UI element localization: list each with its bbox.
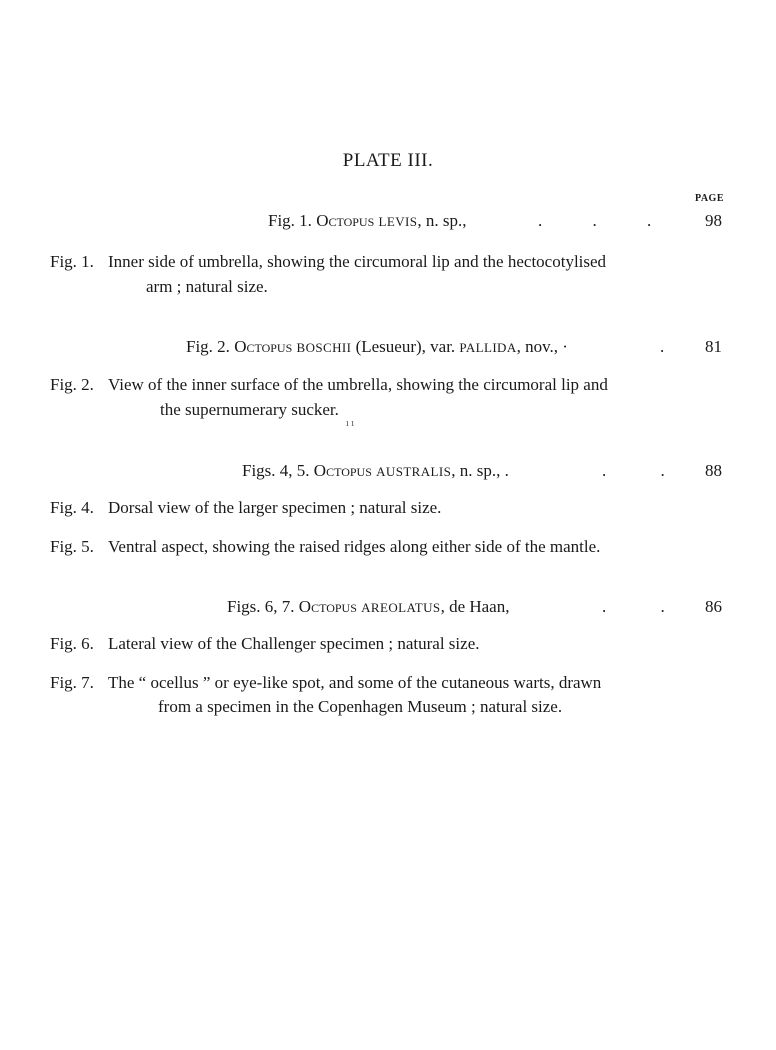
section1-leader-dots: . . . <box>538 211 652 230</box>
section4-leader-dots: . . <box>602 597 665 616</box>
section3-entry-2 <box>50 537 600 557</box>
section4-entry-2 <box>50 673 601 693</box>
section2-fig: Fig. 2. <box>186 337 230 356</box>
section4-heading <box>227 597 509 617</box>
section2-suffix: , nov., · <box>516 337 568 356</box>
entry-fig-label: Fig. 2. <box>50 375 94 394</box>
print-speck: ı ı <box>346 418 355 429</box>
section2-genus: Octopus <box>234 337 293 356</box>
entry-text: The “ ocellus ” or eye-like spot, and some of the cutaneous warts, drawn <box>108 673 602 692</box>
section3-entry-1 <box>50 498 441 518</box>
section4-entry-1 <box>50 634 480 654</box>
section1-page-number: 98 <box>705 211 722 230</box>
section2-middle: (Lesueur), var. <box>351 337 460 356</box>
section2-leader-dots: . <box>660 337 665 356</box>
section4-species: AREOLATUS <box>361 600 441 615</box>
section2-page-number: 81 <box>705 337 722 356</box>
section1-fig: Fig. 1. <box>268 211 312 230</box>
section3-page-number: 88 <box>705 461 722 480</box>
section1-species: LEVIS <box>378 214 418 229</box>
section1-entry-1-continued: arm ; natural size. <box>146 277 268 296</box>
entry-text: Inner side of umbrella, showing the circumoral lip and the hectocotylised <box>108 252 607 271</box>
entry-fig-label: Fig. 4. <box>50 498 94 517</box>
section4-genus: Octopus <box>298 597 357 616</box>
page-column-label: PAGE <box>694 193 724 204</box>
entry-fig-label: Fig. 7. <box>50 673 94 692</box>
section3-species: AUSTRALIS <box>376 464 452 479</box>
section1-entry-1 <box>50 252 606 272</box>
entry-fig-label: Fig. 1. <box>50 252 94 271</box>
section4-entry-2-continued: from a specimen in the Copenhagen Museum ; natural size. <box>158 697 563 716</box>
section1-suffix: , n. sp., <box>417 211 467 230</box>
section4-suffix: , de Haan, <box>440 597 510 616</box>
plate-title: PLATE III. <box>342 150 434 171</box>
section2-entry-1-continued: the supernumerary sucker. <box>160 400 339 419</box>
section1-genus: Octopus <box>316 211 375 230</box>
section4-fig: Figs. 6, 7. <box>227 597 295 616</box>
section2-species: BOSCHII <box>296 340 352 355</box>
entry-text: Dorsal view of the larger specimen ; natural size. <box>108 498 442 517</box>
section2-entry-1 <box>50 375 608 395</box>
entry-fig-label: Fig. 6. <box>50 634 94 653</box>
section4-page-number: 86 <box>705 597 722 616</box>
section3-fig: Figs. 4, 5. <box>242 461 310 480</box>
section2-variety: PALLIDA <box>459 340 517 355</box>
section3-heading <box>242 461 509 481</box>
entry-fig-label: Fig. 5. <box>50 537 94 556</box>
section3-suffix: , n. sp., . <box>451 461 509 480</box>
entry-text: Ventral aspect, showing the raised ridges along either side of the mantle. <box>108 537 601 556</box>
entry-text: Lateral view of the Challenger specimen ; natural size. <box>108 634 480 653</box>
section3-leader-dots: . . <box>602 461 665 480</box>
section2-heading <box>186 337 568 357</box>
entry-text: View of the inner surface of the umbrella, showing the circumoral lip and <box>108 375 608 394</box>
section3-genus: Octopus <box>313 461 372 480</box>
section1-heading <box>268 211 466 231</box>
